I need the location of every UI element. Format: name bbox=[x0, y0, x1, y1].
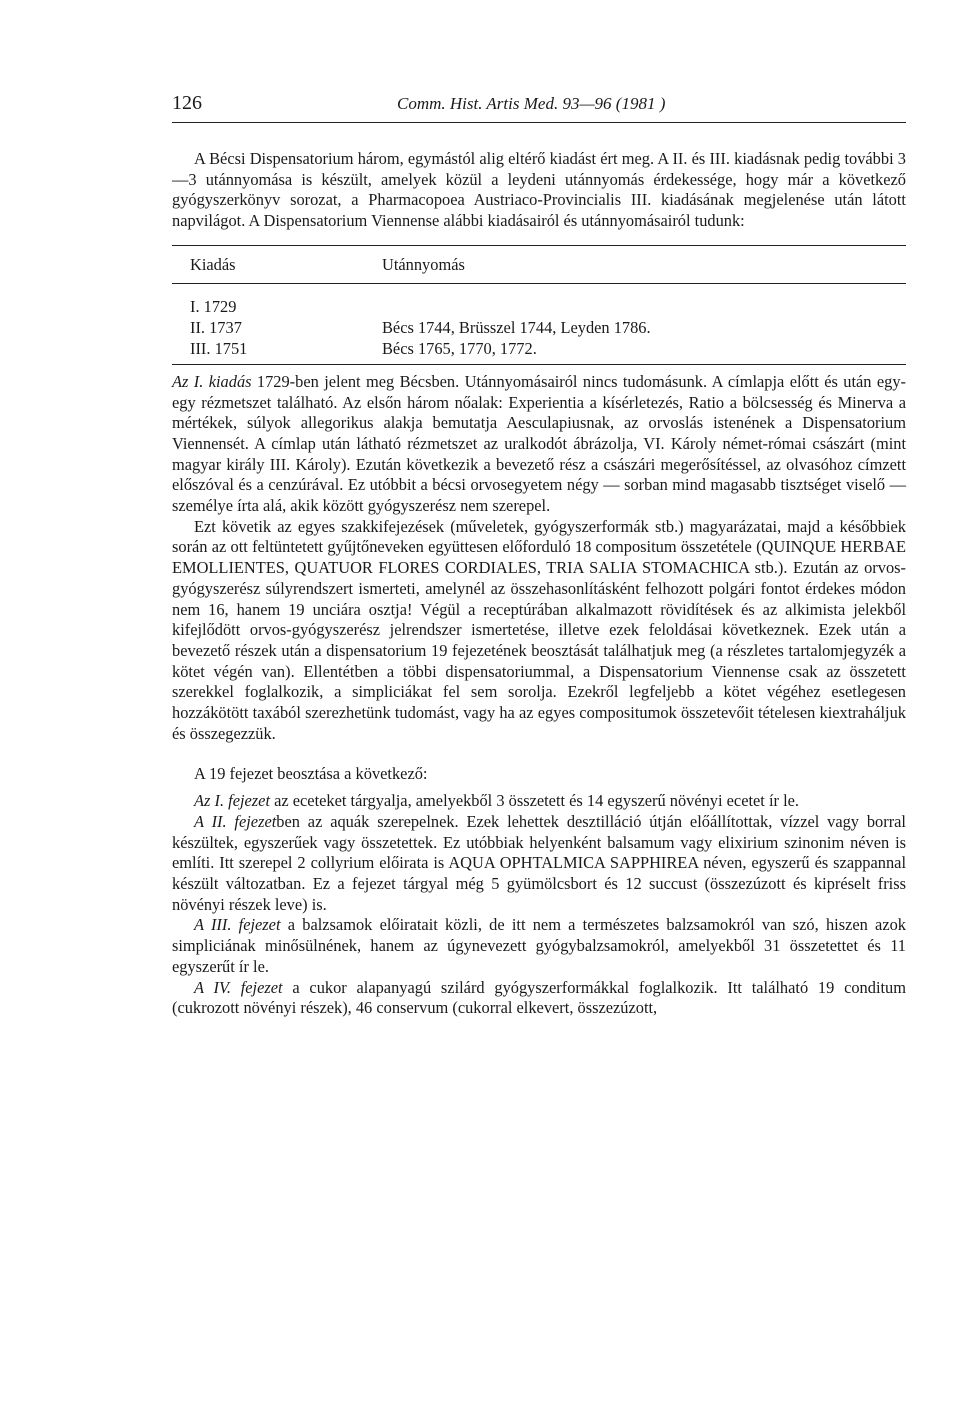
edition-cell: II. 1737 bbox=[190, 317, 242, 337]
table-header bbox=[172, 245, 906, 284]
intro-paragraph: A Bécsi Dispensatorium három, egymástól alig eltérő kiadást ért meg. A II. és III. kiadásnak pedig további 3—3 utánnyomása is készült, amelyek közül a leydeni utánnyomás érdekessége, hogy már a következő gyógyszerkönyv sorozat, a Pharmacopoea Austriaco-Provincialis III. kiadásának megjelenése után látott napvilágot. A Dispensatorium Viennense alábbi kiadásairól és utánnyomásairól tudunk: bbox=[172, 149, 906, 231]
running-header bbox=[172, 90, 906, 123]
first-edition-text: 1729-ben jelent meg Bécsben. Utánnyomásairól nincs tudomásunk. A címlapja előtt és után egy-egy rézmetszet található. Az elsőn három nőalak: Experientia a kísérletezés, Ratio a bölcsesség és Minerva a mértékek, súlyok allegorikus alakja bemutatja Aesculapiusnak, az orvoslás istenének a Dispensatorium Viennensét. A címlap után látható rézmetszet az uralkodót ábrázolja, VI. Károly német-római császárt (mint magyar király III. Károly). Ezután következik a bevezető rész a császári megerősítéssel, az olvasóhoz címzett előszóval és a cenzúrával. Ez utóbbit a bécsi orvosegyetem négy — sorban mind magasabb tisztséget viselő — személye írta alá, akik között gyógyszerész nem szerepel. bbox=[172, 371, 906, 516]
reprint-cell: Bécs 1765, 1770, 1772. bbox=[382, 338, 537, 358]
table-row bbox=[172, 297, 906, 317]
editions-table bbox=[172, 245, 906, 365]
chapter-text: ben az aquák szerepelnek. Ezek lehettek desztilláció útján előállítottak, vízzel vagy borral készültek, egyszerűek vagy összetettek. Ez utóbbiak helyenként balsamum vagy elixirium szinonim néven is említi. Itt szerepel 2 collyrium előirata is AQUA OPHTALMICA SAPPHIREA néven, egyszerű és szappannal készült változatban. Ez a fejezet tárgyal még 5 gyümölcsbort és 12 succust (összezúzott és kipréselt friss növényi részek leve) is. bbox=[172, 811, 906, 914]
terms-paragraph: Ezt követik az egyes szakkifejezések (műveletek, gyógyszerformák stb.) magyarázatai, majd a későbbiek során az ott feltüntetett gyűjtőneveken együttesen előforduló 18 compositum összetétele (QUINQUE HERBAE EMOLLIENTES, QUATUOR FLORES CORDIALES, TRIA SALIA STOMACHICA stb.). Ezután az orvos-gyógyszerész súlyrendszert ismerteti, amelynél az összehasonlításként felhozott polgári fontot érdekes módon nem 16, hanem 19 unciára osztja! Végül a receptúrában alkalmazott rövidítések és az alkimista jelekből kifejlődött orvos-gyógyszerész jelrendszer ismertetése, illetve ezek feloldásai következnek. Ezek után a bevezető részek után a dispensatorium 19 fejezetének beosztását találhatjuk meg (a részletes tartalomjegyzék a kötet végén van). Ellentétben a többi dispensatoriummal, a Dispensatorium Viennense csak az összetett szerekkel foglalkozik, a simpliciákat fel sem sorolja. Ezekről legfeljebb a kötet végéhez esetlegesen hozzákötött taxából szerezhetünk tudomást, vagy ha az egyes compositumok összetevőit tételesen kiextraháljuk és összegezzük. bbox=[172, 516, 906, 743]
table-row bbox=[172, 318, 906, 338]
chapter-lead: A IV. fejezet bbox=[194, 977, 283, 997]
reprint-cell: Bécs 1744, Brüsszel 1744, Leyden 1786. bbox=[382, 317, 651, 337]
table-row bbox=[172, 339, 906, 359]
page-number: 126 bbox=[172, 92, 202, 114]
chapter-paragraph bbox=[172, 791, 906, 812]
edition-cell: III. 1751 bbox=[190, 338, 248, 358]
chapter-list-intro: A 19 fejezet beosztása a következő: bbox=[194, 764, 428, 784]
chapter-text: a cukor alapanyagú szilárd gyógyszerformákkal foglalkozik. Itt található 19 conditum (cukrozott növényi részek), 46 conservum (cukorral elkevert, összezúzott, bbox=[172, 977, 907, 1018]
page bbox=[172, 90, 906, 1019]
edition-cell: I. 1729 bbox=[190, 296, 237, 316]
chapter-lead: Az I. fejezet bbox=[194, 791, 271, 811]
chapter-text: a balzsamok előiratait közli, de itt nem a természetes balzsamokról van szó, hiszen azok simpliciának minősülnének, hanem az úgynevezett gyógybalzsamokról, amelyekből 31 összetettet és 11 egyszerűt ír le. bbox=[172, 915, 906, 976]
column-header-edition: Kiadás bbox=[190, 254, 236, 274]
journal-citation: Comm. Hist. Artis Med. 93—96 (1981 ) bbox=[397, 94, 666, 113]
table-body bbox=[172, 284, 906, 365]
chapter-paragraph bbox=[172, 812, 906, 916]
chapter-lead: A III. fejezet bbox=[194, 915, 281, 935]
first-edition-lead: Az I. kiadás bbox=[172, 371, 252, 391]
chapter-paragraph bbox=[172, 978, 906, 1019]
chapter-paragraph bbox=[172, 915, 906, 977]
chapter-lead: A II. fejezet bbox=[194, 811, 277, 831]
first-edition-paragraph bbox=[172, 372, 906, 517]
chapter-text: az eceteket tárgyalja, amelyekből 3 összetett és 14 egyszerű növényi ecetet ír le. bbox=[270, 791, 799, 811]
column-header-reprint: Utánnyomás bbox=[382, 254, 465, 274]
